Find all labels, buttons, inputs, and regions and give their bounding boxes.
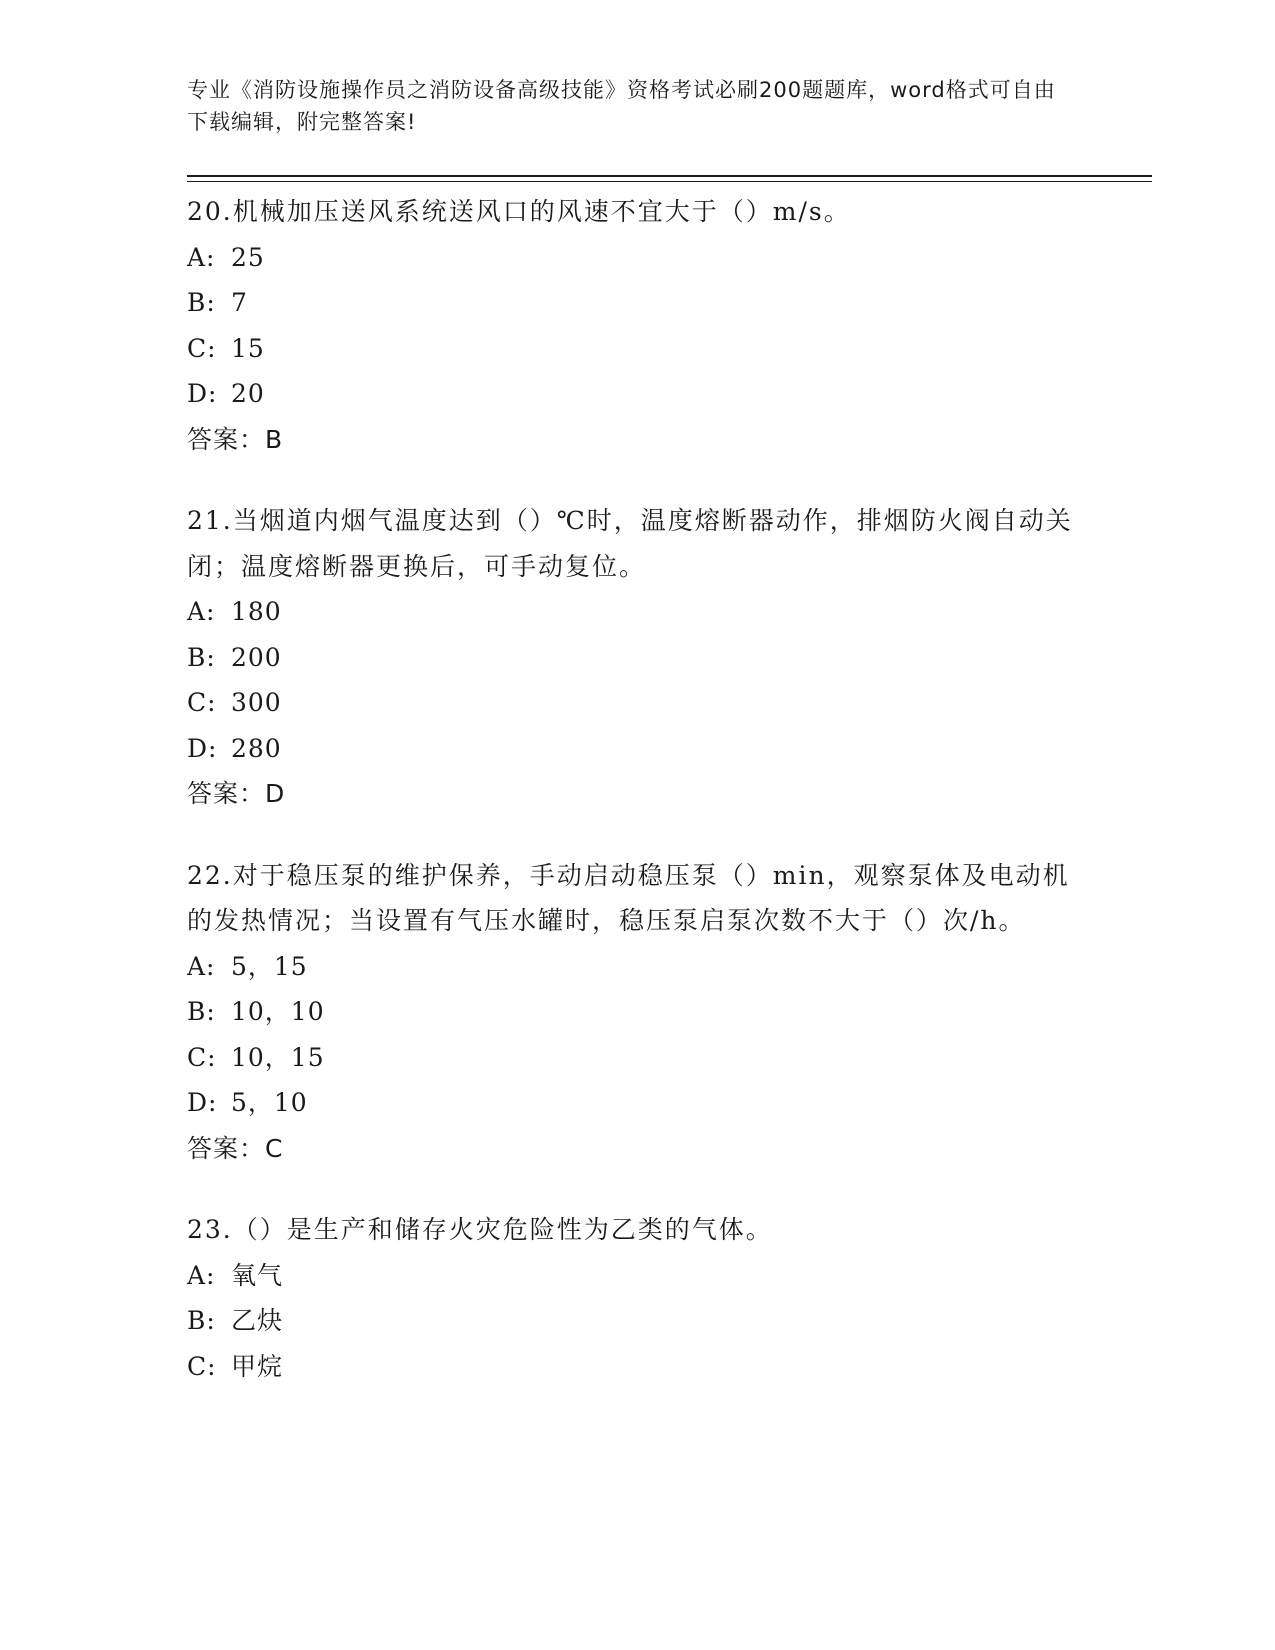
document-header: 专业《消防设施操作员之消防设备高级技能》资格考试必刷200题题库，word格式可自由下载编辑，附完整答案! — [187, 78, 1056, 134]
question-23 — [187, 1207, 1087, 1389]
option-value: 15 — [231, 333, 265, 363]
option-key: C: — [187, 688, 217, 717]
option-key: B: — [187, 288, 216, 317]
option-key: D: — [187, 733, 218, 763]
option-key: D: — [187, 379, 218, 408]
question-22 — [187, 853, 1087, 1172]
option-d — [187, 1080, 1087, 1126]
question-text: 20.机械加压送风系统送风口的风速不宜大于（）m/s。 — [187, 197, 851, 226]
option-a — [187, 1253, 1087, 1299]
option-key: B: — [187, 997, 216, 1026]
header-divider-thin — [187, 181, 1152, 182]
option-key: A: — [187, 1260, 216, 1290]
option-value: 10，10 — [231, 997, 325, 1026]
option-value: 5，15 — [231, 951, 308, 981]
option-value: 20 — [231, 379, 265, 408]
option-value: 25 — [231, 242, 265, 272]
option-key: D: — [187, 1088, 218, 1117]
option-d — [187, 371, 1087, 417]
option-c — [187, 1035, 1087, 1081]
question-list — [187, 189, 1087, 1425]
option-a — [187, 589, 1087, 635]
option-value: 7 — [231, 288, 248, 317]
question-20 — [187, 189, 1087, 462]
option-value: 300 — [231, 688, 282, 717]
option-key: A: — [187, 951, 216, 981]
option-c — [187, 326, 1087, 372]
option-a — [187, 944, 1087, 990]
question-21 — [187, 498, 1087, 817]
option-key: A: — [187, 597, 216, 626]
answer-line: 答案：B — [187, 424, 284, 454]
option-value: 180 — [231, 597, 282, 626]
option-value: 200 — [231, 642, 282, 672]
question-text: 23.（）是生产和储存火灾危险性为乙类的气体。 — [187, 1215, 773, 1244]
option-key: B: — [187, 1306, 216, 1335]
option-value: 280 — [231, 733, 282, 763]
option-b — [187, 989, 1087, 1035]
answer-line: 答案：C — [187, 1133, 284, 1163]
option-b — [187, 1298, 1087, 1344]
option-c — [187, 680, 1087, 726]
option-key: B: — [187, 642, 216, 672]
option-value: 氧气 — [231, 1260, 284, 1290]
option-key: C: — [187, 1042, 217, 1072]
option-value: 5，10 — [231, 1088, 308, 1117]
header-divider-thick — [187, 175, 1152, 177]
option-c — [187, 1344, 1087, 1390]
option-key: A: — [187, 242, 216, 272]
option-value: 乙炔 — [231, 1306, 284, 1335]
question-text: 22.对于稳压泵的维护保养，手动启动稳压泵（）min，观察泵体及电动机的发热情况；当设置有气压水罐时，稳压泵启泵次数不大于（）次/h。 — [187, 860, 1070, 935]
question-text: 21.当烟道内烟气温度达到（）℃时，温度熔断器动作，排烟防火阀自动关闭；温度熔断器更换后，可手动复位。 — [187, 506, 1073, 581]
option-value: 10，15 — [231, 1042, 325, 1072]
answer-line: 答案：D — [187, 779, 286, 808]
option-value: 甲烷 — [231, 1351, 284, 1381]
option-d — [187, 726, 1087, 772]
option-b — [187, 280, 1087, 326]
option-b — [187, 635, 1087, 681]
option-key: C: — [187, 333, 217, 363]
option-a — [187, 235, 1087, 281]
option-key: C: — [187, 1351, 217, 1381]
